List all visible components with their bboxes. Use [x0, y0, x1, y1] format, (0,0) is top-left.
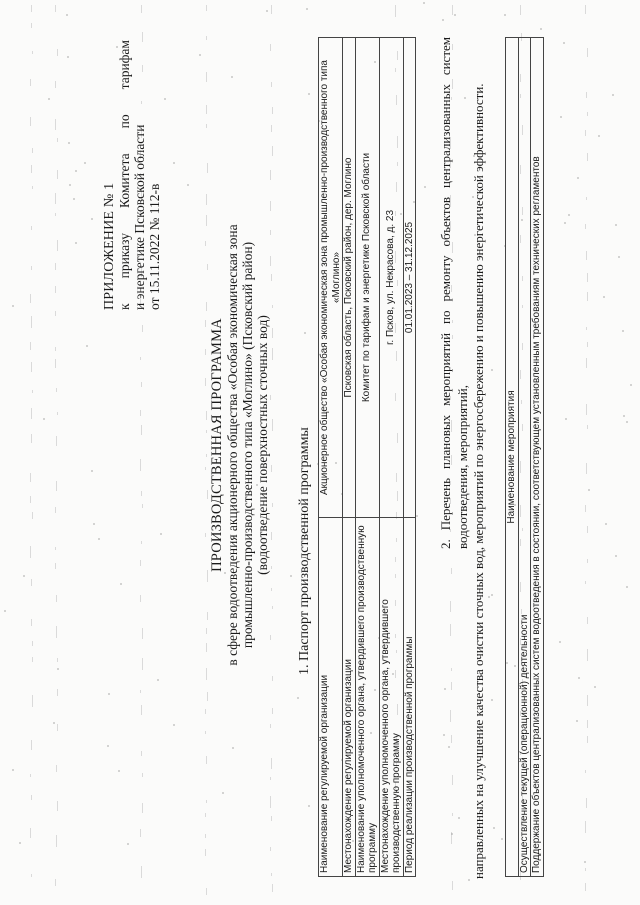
passport-value: Акционерное общество «Особая экономическая зона промышленно-производственного типа «Моглино» [319, 38, 343, 518]
table-row [403, 38, 416, 877]
measure-item: Поддержание объектов централизованных систем водоотведения в состоянии, соответствующем установленным требованиям технических регламентов [531, 38, 544, 877]
appendix-line-2: и энергетике Псковской области [132, 124, 147, 310]
table-row [518, 38, 531, 877]
appendix-block [102, 40, 162, 310]
appendix-word: приказу [117, 233, 132, 279]
passport-title: 1. Паспорт производственной программы [297, 427, 312, 675]
table-row [531, 38, 544, 877]
section-2-rest: направленных на улучшение качества очистки сточных вод, мероприятий по энергосбережению и повышению энергетической эффективности. [471, 83, 486, 879]
appendix-title: ПРИЛОЖЕНИЕ № 1 [102, 182, 117, 310]
passport-table [318, 37, 416, 877]
measures-header: Наименование мероприятия [506, 38, 519, 877]
passport-label: Наименование регулируемой организации [319, 518, 343, 877]
passport-label: Местонахождение регулируемой организации [343, 518, 356, 877]
appendix-word: Комитета [117, 153, 132, 208]
measure-item: Осуществление текущей (операционной) деятельности [518, 38, 531, 877]
section-2-first-line: 2. Перечень плановых мероприятий по ремонту объектов централизованных систем водоотведения, мероприятий, [438, 37, 470, 549]
passport-value: Псковская область, Псковский район, дер. Моглино [343, 38, 356, 518]
table-row [355, 38, 379, 877]
appendix-word: по [117, 114, 132, 129]
measures-table [505, 37, 544, 877]
passport-value: 01.01.2023 – 31.12.2025 [403, 38, 416, 518]
table-row [343, 38, 356, 877]
appendix-word: к [117, 303, 132, 310]
section-2-paragraph [438, 37, 488, 879]
table-header-row [506, 38, 519, 877]
program-heading [210, 185, 270, 705]
appendix-line-3: от 15.11.2022 № 112-в [147, 183, 162, 310]
program-subtitle-1: в сфере водоотведения акционерного общества «Особая экономическая зона [225, 224, 240, 666]
program-subtitle-2: промышленно-производственного типа «Моглино» (Псковский район) [240, 241, 255, 649]
passport-label: Местонахождение уполномоченного органа, утвердившего производственную программу [379, 518, 403, 877]
program-title: ПРОИЗВОДСТВЕННАЯ ПРОГРАММА [209, 318, 225, 572]
table-row [379, 38, 403, 877]
passport-label: Наименование уполномоченного органа, утвердившего производственную программу [355, 518, 379, 877]
program-subtitle-3: (водоотведение поверхностных сточных вод) [255, 315, 270, 575]
appendix-line-1 [117, 40, 132, 310]
passport-value: г. Псков, ул. Некрасова, д. 23 [379, 38, 403, 518]
appendix-word: тарифам [117, 40, 132, 90]
passport-label: Период реализации производственной программы [403, 518, 416, 877]
table-row [319, 38, 343, 877]
passport-value: Комитет по тарифам и энергетике Псковской области [355, 38, 379, 518]
